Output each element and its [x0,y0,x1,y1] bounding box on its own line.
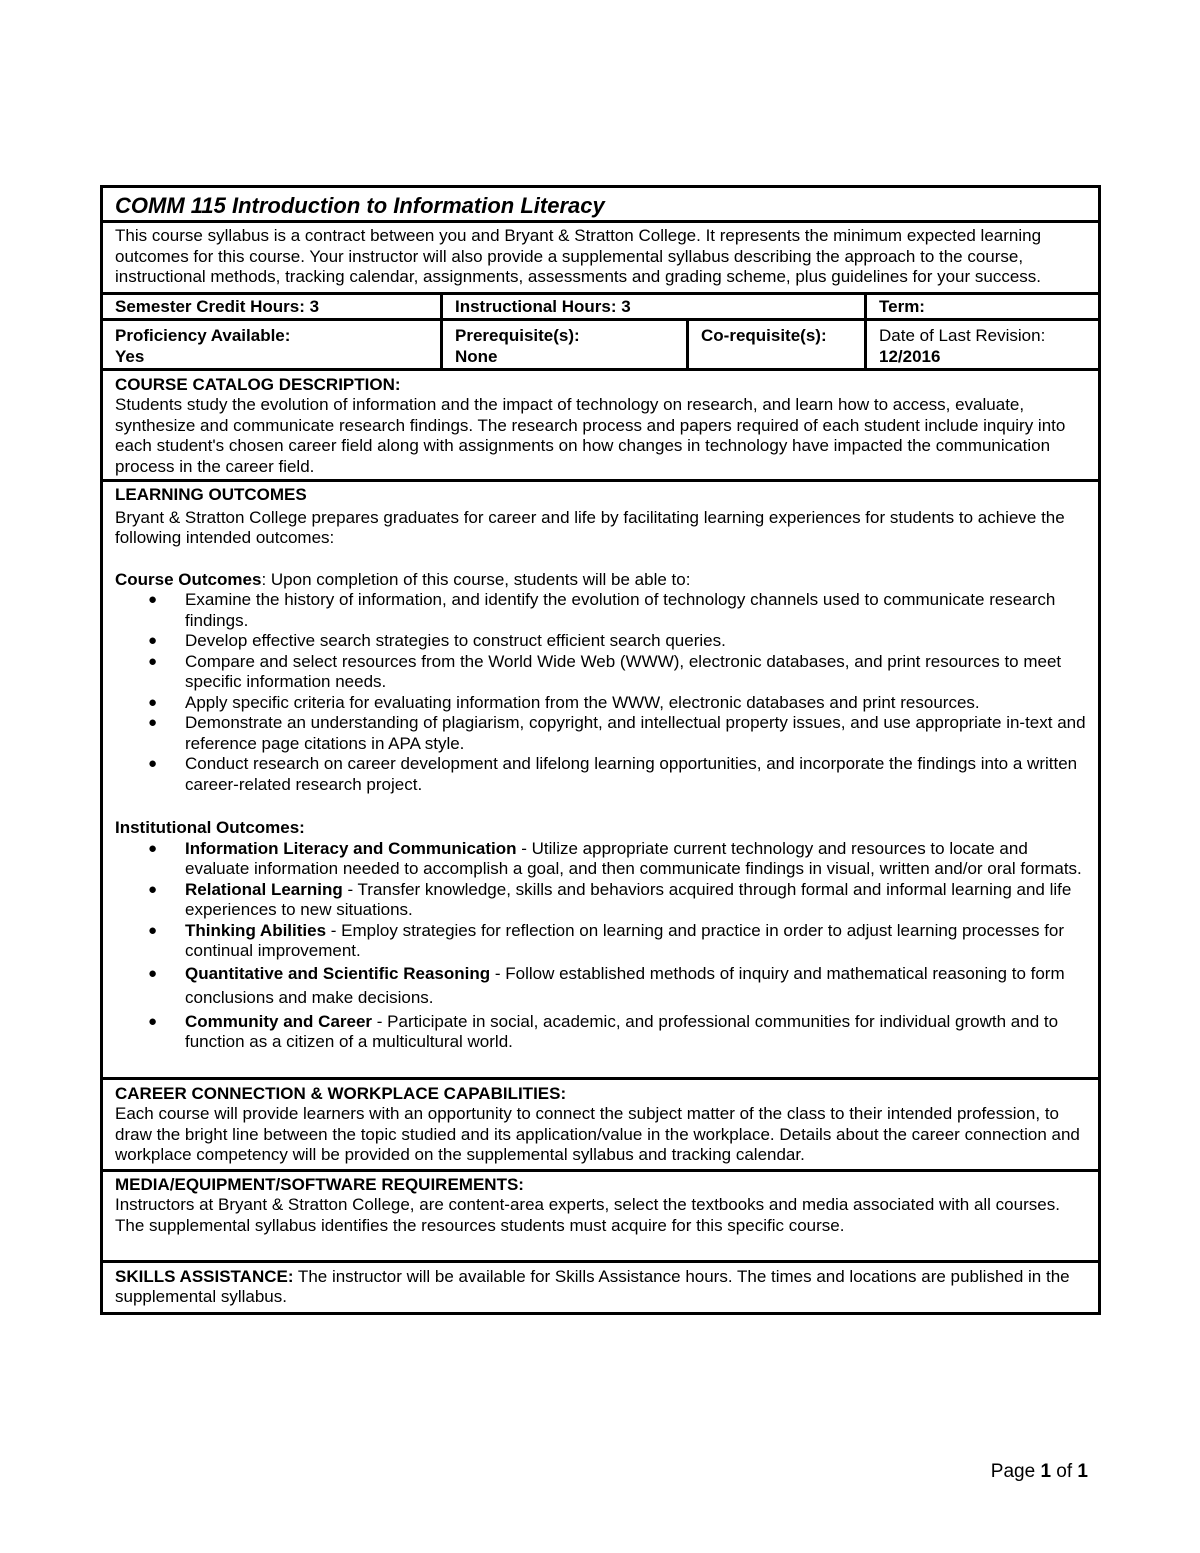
credit-hours: Semester Credit Hours: 3 [115,296,320,316]
institutional-outcomes-list [115,839,1086,1053]
course-outcomes-list [115,590,1086,795]
media-heading: MEDIA/EQUIPMENT/SOFTWARE REQUIREMENTS: [115,1174,524,1194]
career-section [100,1080,1101,1172]
proficiency-value: Yes [115,346,145,366]
bullet-icon: ● [148,632,158,649]
list-item: ● Thinking Abilities - Employ strategies for reflection on learning and practice in order to adjust learning processes for continual improvement. [148,920,1065,960]
instructional-hours: Instructional Hours: 3 [440,295,864,318]
course-outcomes-rest: : Upon completion of this course, students will be able to: [261,569,691,589]
list-item: ● Examine the history of information, and identify the evolution of technology channels used to communicate research findings. [148,590,1056,630]
bullet-icon: ● [148,880,158,898]
catalog-heading: COURSE CATALOG DESCRIPTION: [115,374,401,394]
catalog-text: Students study the evolution of information and the impact of technology on research, and learn how to access, evaluate, synthesize and communicate research findings. The research process and papers required of each student include inquiry into each student's chosen career field along with assignments on how changes in technology have impacted the communication process in the career field. [115,395,1066,476]
bullet-icon: ● [148,652,158,670]
page-number: Page 1 of 1 [990,1461,1088,1482]
revision-value: 12/2016 [879,346,941,366]
list-item: ● Community and Career - Participate in social, academic, and professional communities for individual growth and to function as a citizen of a multicultural world. [148,1011,1059,1051]
catalog-section [100,371,1101,483]
media-text: Instructors at Bryant & Stratton College, are content-area experts, select the textbooks and media associated with all courses. The supplemental syllabus identifies the resources students must acquire for this specific course. [115,1195,1060,1235]
learning-outcomes-section [100,482,1101,1080]
career-text: Each course will provide learners with an opportunity to connect the subject matter of the class to their intended profession, to draw the bright line between the topic studied and its application/value in the workplace. Details about the career connection and workplace competency will be provided on the supplemental syllabus and tracking calendar. [115,1104,1080,1164]
prerequisite-label: Prerequisite(s): [455,325,580,345]
outcomes-intro: Bryant & Stratton College prepares graduates for career and life by facilitating learning experiences for students to achieve the following intended outcomes: [115,507,1065,547]
course-title: COMM 115 Introduction to Information Literacy [100,185,1101,223]
outcomes-heading: LEARNING OUTCOMES [115,485,307,504]
term-label: Term: [864,295,1098,318]
skills-text: The instructor will be available for Skills Assistance hours. The times and locations are published in the supplemental syllabus. [115,1266,1070,1306]
course-outcomes-line [115,570,1086,591]
bullet-icon: ● [148,921,158,939]
list-item: ● Conduct research on career development and lifelong learning opportunities, and incorporate the findings into a written career-related research project. [148,754,1078,794]
revision-label: Date of Last Revision: [879,325,1046,345]
info-row-1 [100,295,1101,321]
prerequisite-cell [440,321,686,368]
proficiency-cell [103,321,440,368]
course-outcomes-label: Course Outcomes [115,569,262,589]
list-item: ● Develop effective search strategies to construct efficient search queries. [148,631,726,650]
list-item: ● Apply specific criteria for evaluating information from the WWW, electronic databases and print resources. [148,692,980,712]
skills-section [100,1263,1101,1315]
corequisite-cell [686,321,864,368]
revision-cell [864,321,1098,368]
bullet-icon: ● [148,591,158,608]
syllabus-table [100,185,1101,1315]
info-row-2 [100,321,1101,371]
bullet-icon: ● [148,1012,158,1030]
bullet-icon: ● [148,964,158,982]
career-heading: CAREER CONNECTION & WORKPLACE CAPABILITIES: [115,1083,567,1103]
list-item: ● Quantitative and Scientific Reasoning - Follow established methods of inquiry and mathematical reasoning to form conclusions and make decisions. [148,963,1065,1007]
media-section [100,1172,1101,1263]
institutional-outcomes-label: Institutional Outcomes: [115,818,305,837]
skills-label: SKILLS ASSISTANCE: [115,1266,294,1286]
corequisite-label: Co-requisite(s): [701,325,827,345]
bullet-icon: ● [148,693,158,711]
bullet-icon: ● [148,755,158,772]
bullet-icon: ● [148,839,158,857]
list-item: ● Demonstrate an understanding of plagiarism, copyright, and intellectual property issues, and use appropriate in-text and reference page citations in APA style. [148,713,1086,753]
list-item: ● Information Literacy and Communication - Utilize appropriate current technology and resources to locate and evaluate information needed to accomplish a goal, and then communicate findings in visual, written and/or oral formats. [148,838,1082,878]
intro-paragraph: This course syllabus is a contract between you and Bryant & Stratton College. It represents the minimum expected learning outcomes for this course. Your instructor will also provide a supplemental syllabus describing the approach to the course, instructional methods, tracking calendar, assignments, assessments and grading scheme, plus guidelines for your success. [100,223,1101,295]
proficiency-label: Proficiency Available: [115,325,291,345]
list-item: ● Relational Learning - Transfer knowledge, skills and behaviors acquired through formal and informal learning and life experiences to new situations. [148,879,1072,919]
bullet-icon: ● [148,714,158,731]
prerequisite-value: None [455,346,498,366]
list-item: ● Compare and select resources from the World Wide Web (WWW), electronic databases, and print resources to meet specific information needs. [148,651,1062,691]
